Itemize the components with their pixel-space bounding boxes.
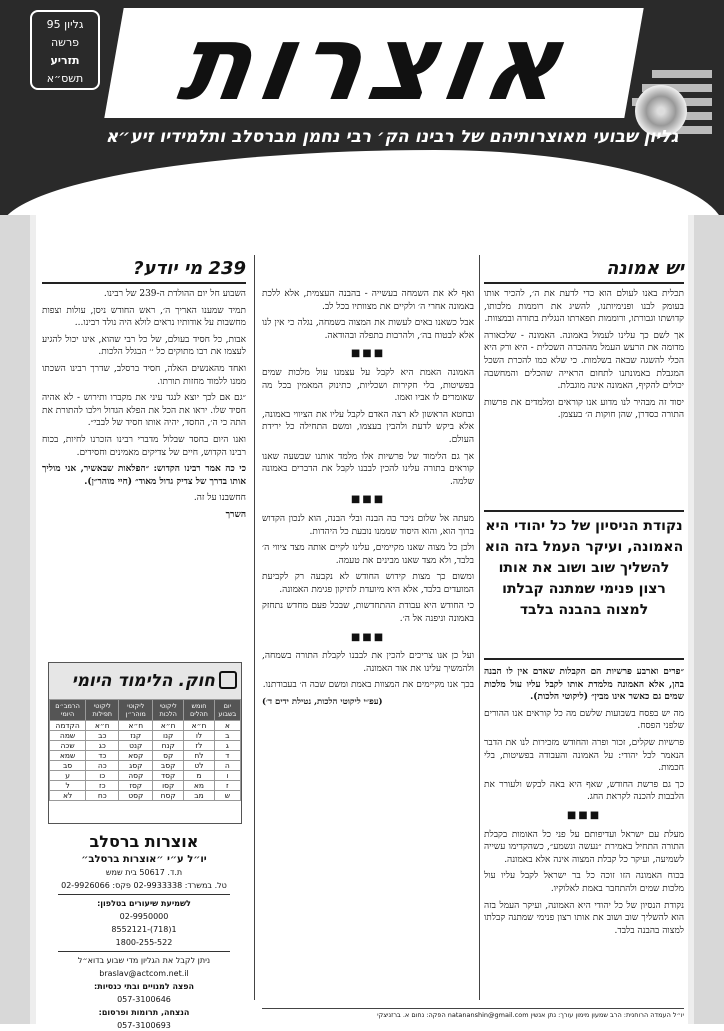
table-cell: ג <box>214 741 240 751</box>
paragraph: אבות, כל חסיד בעולם, של כל רבי שהוא, אינו יכול להגיע לעצמו את רבו מתוקים כל ׳׳ הבגלל הלכות. <box>42 334 246 358</box>
year: תשס״א <box>46 72 84 85</box>
footer-credits: יו״ל העמדה הרוחנית: הרב שמעון מימון עורך: נתן אנשין natananshin@gmail.com הפקה: נחום א. ברזניצקי <box>262 1008 684 1021</box>
section-heading-239: 239 מי יודע? <box>42 258 246 284</box>
table-cell: הקדמה <box>50 721 86 731</box>
table-cell: קסד <box>153 771 184 781</box>
table-header: ליקוטי תפילות <box>86 700 119 721</box>
column-rule <box>254 255 255 1000</box>
table-cell: ח״א <box>86 721 119 731</box>
publisher-box <box>48 828 240 1030</box>
paragraph: כי החודש היא עבודת ההתחדשות, שבכל פעם מחדש נתחזק באמונה וניפנה אל ה׳. <box>262 601 474 625</box>
paragraph: בכוח האמונה הזו זוכה כל בר ישראל לקבל עליו עול מלכות שמים ולהתחבר באמת לאלוקיו. <box>484 871 684 894</box>
right-column-bottom <box>484 666 684 1001</box>
table-cell: מב <box>184 791 214 801</box>
paragraph: חחשבנו על זה. <box>193 493 246 504</box>
table-cell: ח״א <box>153 721 184 731</box>
table-cell: ש <box>214 791 240 801</box>
table-header: ליקוטי הלכות <box>153 700 184 721</box>
section-divider: ■■■ <box>350 348 386 360</box>
table-cell: כג <box>86 741 119 751</box>
table-cell: סב <box>50 761 86 771</box>
right-margin-strip <box>688 215 724 1024</box>
distribution-phone: 057-3100646 <box>117 995 171 1004</box>
table-cell: כו <box>86 771 119 781</box>
column-rule <box>479 255 480 1000</box>
book-icon <box>219 671 237 689</box>
paragraph: יסוד זה מבהיר לנו מדוע אנו קוראים ומלמדים את פרשות התורה כסדרן, שהן חוקות ה׳ בעצמן. <box>484 397 684 421</box>
table-cell: שמא <box>50 751 86 761</box>
table-cell: מא <box>184 781 214 791</box>
paragraph: אך גם הלימוד של פרשיות אלו מלמד אותנו שבשעה שאנו קוראים בתורה עלינו להכין לבבנו לקבל את הדברים באמונה שלמה. <box>262 451 474 487</box>
paragraph: ומשום כך מצות קידוש החודש לא נקבעה רק לקביעת המועדים בלבד, אלא היא מיועדת לתיקון פגימת האמונה. <box>262 572 474 595</box>
paragraph: מעתה אל שלום ניכר בה הבנה ובלי הבנה, הוא לנכון הקדוש ברוך הוא, והוא היסוד שממנו נובעת כל היהדות. <box>262 513 474 537</box>
paragraph: אבל כשאנו באים לעשות את המצוה בשמחה, נגלה כי אין לנו אלא לבטוח בה׳, ולהרבות בתפלה ובהודאה. <box>262 318 474 341</box>
table-cell: ו <box>214 771 240 781</box>
publisher-logo: אוצרות ברסלב <box>89 832 199 851</box>
table-cell: קסח <box>153 791 184 801</box>
masthead-title: אוצרות <box>104 8 643 118</box>
table-header: הרמב״ם היומי <box>50 700 86 721</box>
table-cell: שכה <box>50 741 86 751</box>
table-cell: כז <box>86 781 119 791</box>
phone-line: 02-9950000 <box>119 912 169 921</box>
paragraph: אך לשם כך עלינו לעמול באמונה. האמונה - שלכאורה מדומה את הרעש העמל מההכרה השכלית - היא ורק היא הכלי להשגה שבאה בשלמות. כי שלא כמו להכרת השכל המגבלת באמונתנו לתחום הראייה שהכלים והמחשבה יכולים להקיף, האמונה אינה מוגבלת. <box>484 330 684 392</box>
paragraph: תמיד שמענו האריך ה׳, ראש החודש ניסן, עולות וצפות מחשבות על אודותיו נראים לולא היה נולד רבינו... <box>42 305 246 329</box>
issue-box <box>30 10 100 90</box>
table-cell: ע <box>50 771 86 781</box>
daily-study-box <box>48 662 242 824</box>
table-cell: שמה <box>50 731 86 741</box>
daily-study-table <box>49 699 241 801</box>
section-divider: ■■■ <box>350 494 386 506</box>
table-cell: קסג <box>119 761 153 771</box>
source-citation: (עפ״י ליקוטי הלכות, נטילת ידים ד׳) <box>262 697 383 708</box>
distribution-label: הפצה למנויים ובתי כנסיות: <box>94 982 194 991</box>
table-cell: קסו <box>153 781 184 791</box>
middle-column <box>262 288 474 1000</box>
email-note: ניתן לקבל את הגליון מדי שבוע בדוא״ל <box>77 956 211 965</box>
table-cell: א <box>214 721 240 731</box>
table-cell: קסז <box>119 781 153 791</box>
table-cell: לז <box>184 741 214 751</box>
lectures-label: לשמיעת שיעורים בטלפון: <box>97 899 191 908</box>
issued-by: יו״ל ע״י ״אוצרות ברסלב״ <box>81 854 207 865</box>
table-cell: לא <box>50 791 86 801</box>
table-row <box>50 721 241 731</box>
header <box>0 0 724 215</box>
paragraph: כך גם פרשת החודש, שאף היא באה לבקש ולעורר את הלבבות להכנה לקראת החג. <box>484 779 684 803</box>
table-cell: קנח <box>153 741 184 751</box>
table-cell: כה <box>86 761 119 771</box>
table-cell: קנז <box>119 731 153 741</box>
parasha-label: פרשה <box>50 36 80 49</box>
table-cell: כב <box>86 731 119 741</box>
paragraph: האמונה האמת היא לקבל על עצמנו עול מלכות שמים בפשיטות, בלי חקירות ושכליות, כתינוק המאמין בכל מה שאומרים לו אביו ואמו. <box>262 367 474 404</box>
section-heading-yesh-emuna: יש אמונה <box>484 258 684 284</box>
paragraph: בכך אנו מקיימים את המצוות באמת ומשם שבה ה׳ בעבודתנו. <box>262 680 474 691</box>
paragraph: ואחד מהאנשים האלה, חסיד ברסלב, שדרך רבינו השכתו ממנו ללמוד מחזות תורתו. <box>42 363 246 387</box>
paragraph: ועל כן אנו צריכים להכין את לבבנו לקבלת התורה בשמחה, ולהמשיך עלינו את אור האמונה. <box>262 651 474 674</box>
address: ת.ד. 50617 בית שמש <box>105 868 183 877</box>
left-margin-strip <box>0 215 36 1024</box>
table-cell: קנו <box>153 731 184 741</box>
paragraph: ובחטא הראשון לא רצה האדם לקבל עליו את הציווי באמונה, אלא ביקש לדעת ולהבין בעצמו, ומשם התחילה כל ירידת העולם. <box>262 409 474 445</box>
table-cell: מ <box>184 771 214 781</box>
table-cell: קסא <box>119 751 153 761</box>
issue-number: גליון 95 <box>46 18 84 31</box>
table-cell: קסה <box>119 771 153 781</box>
right-column-top <box>484 288 684 508</box>
paragraph: ולכן כל מצוה שאנו מקיימים, עלינו לקיים אותה מצד ציווי ה׳ בלבד, ולא מצד שאנו מבינים את טעמה. <box>262 543 474 566</box>
paragraph: ״גם אם לכך יוצא לנגד עיני את מקברו ותירוש - לא אהיה חסיד שלו. יראו את הכל את הפלא הגדול וילכו להתורת את התה כי ה׳, החסד, יהיה אותו חסיד של לבבי״. <box>42 393 246 429</box>
pull-quote: נקודת הניסיון של כל יהודי היא האמונה, ועיקר העמל בזה הוא להשליך שוב ושוב את אותו רצון פנימי שמתנה קבלתו למצוה בהבנה בלבד <box>484 510 684 660</box>
table-cell: לו <box>184 731 214 741</box>
paragraph: כי כה אמר רבינו הקדוש: ״הפלאות שבאשיר, אני מוליך אותו בדרך של צדיק גדול מאוד״ (חיי מוהר״ן). <box>42 464 246 487</box>
table-row <box>50 761 241 771</box>
masthead-subtitle: גליון שבועי מאוצרותיהם של רבינו הק׳ רבי נחמן מברסלב ותלמידיו זיע״א <box>105 127 679 147</box>
table-header: ליקוטי מוהר״ן <box>119 700 153 721</box>
daily-study-title: חוק. הלימוד היומי <box>49 663 241 699</box>
table-cell: ז <box>214 781 240 791</box>
header-swoosh <box>0 150 724 215</box>
paragraph: מעלת עם ישראל ועדיפותם על פני כל האומות בקבלת התורה התחיל באמירת ״נעשה ונשמע״, כשהקדימו עשייה לשמיעה, ועיקר כל קבלת המצוה אינה אלא באמונה. <box>484 829 684 865</box>
table-header: יום בשבוע <box>214 700 240 721</box>
table-cell: קס <box>153 751 184 761</box>
table-cell: לח <box>184 751 214 761</box>
paragraph: ואנו היום בחסד שבלול מדברי רבינו הזכרנו לחיות, בכוח רבינו הקדוש, חיים של צדיקים מאמינים וחסידים. <box>42 434 246 458</box>
signature: השרך <box>225 509 246 520</box>
table-cell: ח״א <box>119 721 153 731</box>
table-cell: כח <box>86 791 119 801</box>
table-cell: ל <box>50 781 86 791</box>
section-divider: ■■■ <box>350 631 386 643</box>
table-row <box>50 771 241 781</box>
paragraph: תכלית באנו לעולם הוא כדי לדעת את ה׳, להכיר אותו בעומק לבנו ופנימיותנו, להשיג את רוממות מלכותו, קדושתו וגבורתו, ורוממות תפארתו הנגלית בתורה ובמצוות. <box>484 289 684 325</box>
table-cell: ה <box>214 761 240 771</box>
table-cell: קסב <box>153 761 184 771</box>
table-cell: ב <box>214 731 240 741</box>
paragraph: השבוע חל יום ההולדת ה-239 של רבינו. <box>103 289 246 299</box>
paragraph: נקודת הנסיון של כל יהודי היא האמונה, ועיקר העמל בזה הוא להשליך שוב ושוב את אותו רצון פנימי שמתנה קבלתו למצוה בהבנה בלבד. <box>484 900 684 936</box>
table-row <box>50 751 241 761</box>
section-divider: ■■■ <box>566 809 602 821</box>
left-column <box>42 288 246 656</box>
table-cell: ח״א <box>184 721 214 731</box>
email-link[interactable]: braslav@actcom.net.il <box>99 969 189 978</box>
paragraph: ״פרים וארבע פרשיות הם הקבלות שאדם אין לו הבנה בהן, אלא האמונה מלמדת אותו לקבל עליו עול מלכות שמים גם כאשר אינו מבין״ (ליקוטי הלכות). <box>484 667 684 703</box>
table-row <box>50 791 241 801</box>
parasha-name: תזריע <box>50 54 80 67</box>
table-cell: קסט <box>119 791 153 801</box>
donations-label: הנצחה, תרומות ופרסום: <box>98 1008 190 1017</box>
phone-line: 1(718)-8552121 <box>111 925 177 934</box>
table-row <box>50 731 241 741</box>
phone-line: 1800-255-522 <box>115 938 173 947</box>
table-row <box>50 781 241 791</box>
paragraph: ואף לא את השמחה בעשייה - בהבנה העצמית, אלא ללכת באמונה אחרי ה׳ ולקיים את מצוותיו בכל לב. <box>262 289 474 312</box>
paragraph: מה יש בפסח בשבועות שלשם מה כל קוראים אנו ההורים שלפני הפסח. <box>484 708 684 732</box>
table-cell: לט <box>184 761 214 771</box>
office-phones: טל. במשרד: 02-9933338 פקס: 02-9926066 <box>61 881 227 890</box>
table-cell: ד <box>214 751 240 761</box>
donations-phone: 057-3100693 <box>117 1021 171 1030</box>
table-row <box>50 741 241 751</box>
table-cell: כד <box>86 751 119 761</box>
table-header: חומש תהלים <box>184 700 214 721</box>
table-cell: קנט <box>119 741 153 751</box>
paragraph: פרשיות שקלים, זכור ופרה והחודש מזכירות לנו את הדבר הנאמר לכל יהודי: על האמונה והעבודה בפשיטות, בלי חכמות. <box>484 737 684 774</box>
